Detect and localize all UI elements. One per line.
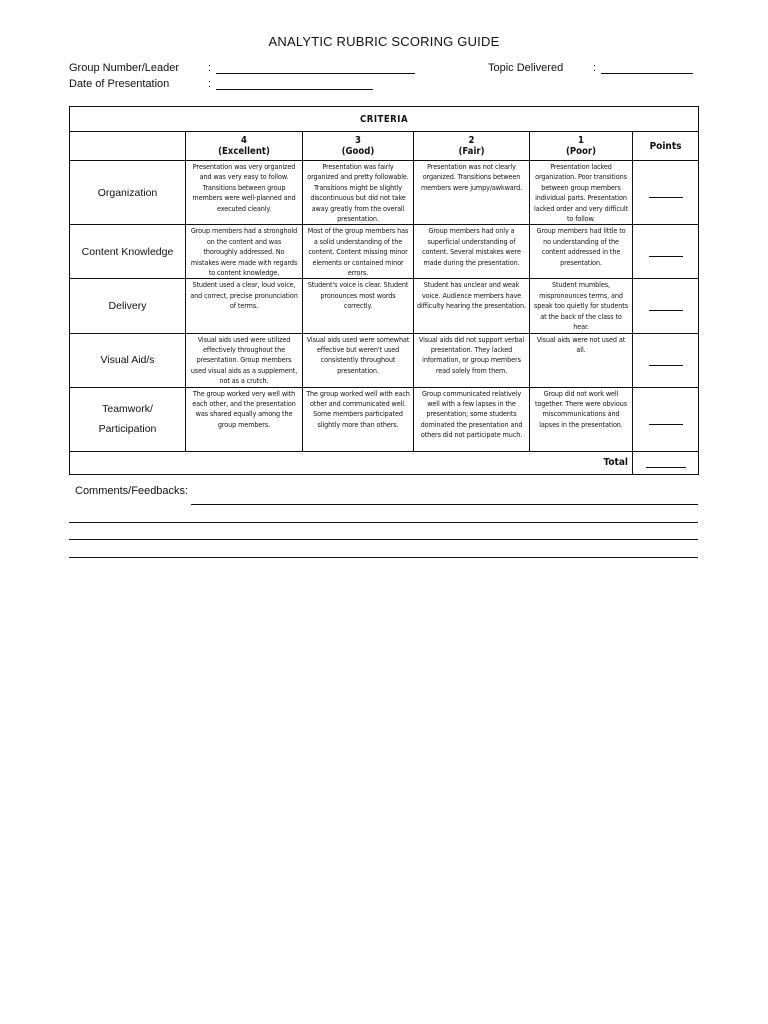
- corner-cell: [70, 132, 186, 161]
- level-name: (Excellent): [218, 146, 270, 157]
- descriptor-cell: Visual aids used were somewhat effective but weren't used consistently throughout presentation.: [303, 333, 414, 387]
- points-blank[interactable]: [649, 424, 683, 425]
- date-colon: :: [208, 78, 212, 90]
- descriptor-cell: Student used a clear, loud voice, and correct, precise pronunciation of terms.: [186, 279, 303, 333]
- group-leader-field[interactable]: [216, 73, 415, 74]
- descriptor-cell: Visual aids were not used at all.: [530, 333, 633, 387]
- row-label-organization: Organization: [70, 161, 186, 225]
- level-score: 3: [355, 135, 361, 146]
- table-row: [70, 279, 699, 333]
- points-blank[interactable]: [649, 365, 683, 366]
- points-cell[interactable]: [633, 387, 699, 451]
- total-points-blank[interactable]: [646, 467, 686, 468]
- table-row: [70, 225, 699, 279]
- total-row: [70, 451, 699, 474]
- level-name: (Fair): [458, 146, 485, 157]
- points-header: Points: [633, 132, 699, 161]
- level-score: 2: [468, 135, 475, 146]
- table-row: [70, 333, 699, 387]
- points-cell[interactable]: [633, 279, 699, 333]
- criteria-header: CRITERIA: [70, 107, 699, 132]
- points-cell[interactable]: [633, 333, 699, 387]
- descriptor-cell: The group worked very well with each other, and the presentation was shared equally among the group members.: [186, 387, 303, 451]
- descriptor-cell: Group members had a stronghold on the content and was thoroughly addressed. No mistakes were made with regards to content knowledge.: [186, 225, 303, 279]
- descriptor-cell: Group did not work well together. There were obvious miscommunications and lapses in the presentation.: [530, 387, 633, 451]
- descriptor-cell: Student mumbles, mispronounces terms, and speak too quietly for students at the back of the class to hear.: [530, 279, 633, 333]
- page-title: ANALYTIC RUBRIC SCORING GUIDE: [268, 34, 500, 49]
- group-leader-colon: :: [208, 62, 212, 74]
- group-leader-label: Group Number/Leader: [69, 62, 180, 74]
- comments-line-1[interactable]: [191, 504, 698, 505]
- row-label-delivery: Delivery: [70, 279, 186, 333]
- descriptor-cell: Most of the group members has a solid understanding of the content. Content missing minor elements or contained minor errors.: [303, 225, 414, 279]
- descriptor-cell: Student has unclear and weak voice. Audience members have difficulty hearing the presentation.: [414, 279, 530, 333]
- topic-label: Topic Delivered: [488, 62, 564, 74]
- descriptor-cell: Presentation lacked organization. Poor transitions between group members individual parts. Presentation lacked order and very difficult to follow.: [530, 161, 633, 225]
- level-poor-header: [530, 132, 633, 161]
- comments-line-2[interactable]: [69, 522, 698, 523]
- date-label: Date of Presentation: [69, 78, 170, 90]
- points-blank[interactable]: [649, 197, 683, 198]
- points-blank[interactable]: [649, 256, 683, 257]
- total-label: Total: [70, 451, 633, 474]
- level-score: 1: [578, 135, 584, 146]
- topic-field[interactable]: [601, 73, 693, 74]
- descriptor-cell: The group worked well with each other and communicated well. Some members participated slightly more than others.: [303, 387, 414, 451]
- descriptor-cell: Group members had only a superficial understanding of content. Several mistakes were made during the presentation.: [414, 225, 530, 279]
- points-cell[interactable]: [633, 161, 699, 225]
- level-fair-header: [414, 132, 530, 161]
- comments-line-3[interactable]: [69, 539, 698, 540]
- rubric-table: [69, 106, 699, 475]
- descriptor-cell: Group members had little to no understanding of the content addressed in the presentation.: [530, 225, 633, 279]
- descriptor-cell: Presentation was not clearly organized. Transitions between members were jumpy/awkward.: [414, 161, 530, 225]
- descriptor-cell: Student's voice is clear. Student pronounces most words correctly.: [303, 279, 414, 333]
- level-excellent-header: [186, 132, 303, 161]
- level-good-header: [303, 132, 414, 161]
- descriptor-cell: Presentation was fairly organized and pretty followable. Transitions might be slightly discontinuous but did not take away greatly from the overall presentation.: [303, 161, 414, 225]
- table-row: [70, 161, 699, 225]
- points-blank[interactable]: [649, 310, 683, 311]
- descriptor-cell: Visual aids did not support verbal presentation. They lacked information, or group members read solely from them.: [414, 333, 530, 387]
- row-label-visual-aids: Visual Aid/s: [70, 333, 186, 387]
- level-score: 4: [241, 135, 247, 146]
- date-field[interactable]: [216, 89, 373, 90]
- level-name: (Poor): [565, 146, 597, 157]
- row-label-teamwork: Teamwork/ Participation: [70, 387, 186, 451]
- row-label-content-knowledge: Content Knowledge: [70, 225, 186, 279]
- comments-label: Comments/Feedbacks:: [75, 485, 189, 497]
- level-name: (Good): [341, 146, 375, 157]
- topic-colon: :: [593, 62, 597, 74]
- total-points-cell[interactable]: [633, 451, 699, 474]
- points-cell[interactable]: [633, 225, 699, 279]
- descriptor-cell: Group communicated relatively well with a few lapses in the presentation; some students dominated the presentation and others did not participate much.: [414, 387, 530, 451]
- descriptor-cell: Visual aids used were utilized effectively throughout the presentation. Group members used visual aids as a supplement, not as a crutch.: [186, 333, 303, 387]
- descriptor-cell: Presentation was very organized and was very easy to follow. Transitions between group members were well-planned and executed cleanly.: [186, 161, 303, 225]
- comments-line-4[interactable]: [69, 557, 698, 558]
- table-row: [70, 387, 699, 451]
